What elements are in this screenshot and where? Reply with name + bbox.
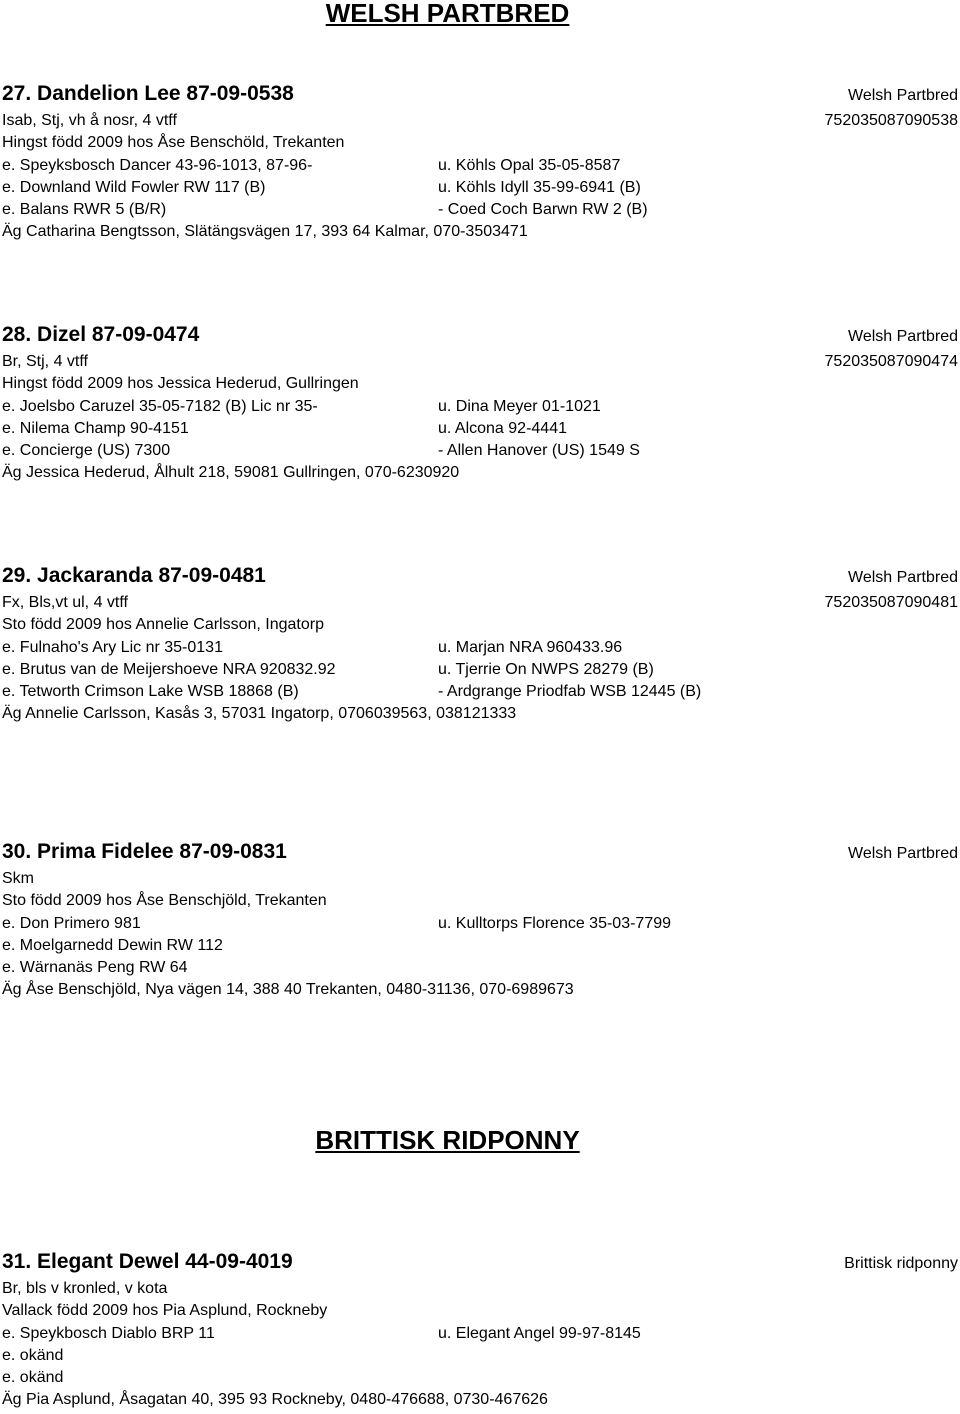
entry-31	[0, 1250, 960, 1414]
section-title-welsh-partbred: WELSH PARTBRED	[325, 0, 570, 28]
entry-description: Br, Stj, 4 vtff	[2, 353, 88, 370]
entry-breed: Brittisk ridponny	[844, 1255, 958, 1272]
entry-28	[0, 323, 960, 487]
pedigree-dam-sire: e. Concierge (US) 7300	[2, 442, 171, 460]
entry-breed: Welsh Partbred	[848, 569, 958, 586]
entry-description: Br, bls v kronled, v kota	[2, 1280, 168, 1297]
pedigree-dam: u. Marjan NRA 960433.96	[438, 638, 623, 656]
pedigree-sire: e. Speykbosch Diablo BRP 11	[2, 1324, 215, 1342]
pedigree-dam-dam-sire: - Allen Hanover (US) 1549 S	[438, 442, 640, 460]
entry-name: 29. Jackaranda 87-09-0481	[2, 564, 266, 587]
entry-29	[0, 564, 960, 728]
pedigree-dam: u. Köhls Opal 35-05-8587	[438, 156, 621, 174]
entry-owner: Äg Åse Benschjöld, Nya vägen 14, 388 40 Trekanten, 0480-31136, 070-6989673	[2, 981, 574, 999]
pedigree-sire-sire: e. Moelgarnedd Dewin RW 112	[2, 936, 223, 954]
entry-id-number: 752035087090538	[824, 112, 958, 129]
entry-name: 27. Dandelion Lee 87-09-0538	[2, 82, 294, 105]
entry-owner: Äg Catharina Bengtsson, Slätängsvägen 17, 393 64 Kalmar, 070-3503471	[2, 223, 528, 241]
pedigree-dam-dam-sire: - Coed Coch Barwn RW 2 (B)	[438, 201, 648, 219]
pedigree-dam-sire: e. Balans RWR 5 (B/R)	[2, 201, 167, 219]
entry-id-number: 752035087090474	[824, 353, 958, 370]
pedigree-dam-dam: u. Köhls Idyll 35-99-6941 (B)	[438, 178, 641, 196]
pedigree-dam: u. Elegant Angel 99-97-8145	[438, 1324, 641, 1342]
pedigree-sire-sire: e. Nilema Champ 90-4151	[2, 419, 189, 437]
section-title-brittisk-ridponny: BRITTISK RIDPONNY	[315, 1125, 580, 1155]
entry-description: Skm	[2, 870, 34, 887]
pedigree-dam-dam: u. Alcona 92-4441	[438, 419, 567, 437]
pedigree-sire-sire: e. Brutus van de Meijershoeve NRA 920832.92	[2, 660, 336, 678]
entry-description: Isab, Stj, vh å nosr, 4 vtff	[2, 112, 177, 129]
entry-name: 28. Dizel 87-09-0474	[2, 323, 200, 346]
entry-breeder: Hingst född 2009 hos Åse Benschöld, Trekanten	[2, 134, 345, 152]
pedigree-dam-sire: e. Tetworth Crimson Lake WSB 18868 (B)	[2, 683, 299, 701]
entry-name: 31. Elegant Dewel 44-09-4019	[2, 1250, 293, 1273]
entry-breeder: Sto född 2009 hos Åse Benschjöld, Trekanten	[2, 892, 327, 910]
entry-breed: Welsh Partbred	[848, 845, 958, 862]
entry-owner: Äg Pia Asplund, Åsagatan 40, 395 93 Rockneby, 0480-476688, 0730-467626	[2, 1391, 548, 1409]
pedigree-sire: e. Speyksbosch Dancer 43-96-1013, 87-96-	[2, 156, 313, 174]
entry-27	[0, 82, 960, 246]
pedigree-dam: u. Kulltorps Florence 35-03-7799	[438, 914, 672, 932]
entry-breeder: Vallack född 2009 hos Pia Asplund, Rockneby	[2, 1302, 328, 1320]
pedigree-dam: u. Dina Meyer 01-1021	[438, 397, 601, 415]
pedigree-dam-sire: e. Wärnanäs Peng RW 64	[2, 959, 188, 977]
pedigree-dam-dam-sire: - Ardgrange Priodfab WSB 12445 (B)	[438, 683, 702, 701]
pedigree-sire: e. Joelsbo Caruzel 35-05-7182 (B) Lic nr 35-	[2, 397, 318, 415]
entry-breeder: Sto född 2009 hos Annelie Carlsson, Ingatorp	[2, 616, 324, 634]
entry-id-number: 752035087090481	[824, 594, 958, 611]
entry-owner: Äg Jessica Hederud, Ålhult 218, 59081 Gullringen, 070-6230920	[2, 464, 460, 482]
pedigree-sire-sire: e. okänd	[2, 1346, 64, 1364]
entry-description: Fx, Bls,vt ul, 4 vtff	[2, 594, 128, 611]
pedigree-dam-sire: e. okänd	[2, 1369, 64, 1387]
pedigree-dam-dam: u. Tjerrie On NWPS 28279 (B)	[438, 660, 654, 678]
pedigree-sire-sire: e. Downland Wild Fowler RW 117 (B)	[2, 178, 266, 196]
entry-name: 30. Prima Fidelee 87-09-0831	[2, 840, 287, 863]
entry-breed: Welsh Partbred	[848, 87, 958, 104]
pedigree-sire: e. Don Primero 981	[2, 914, 141, 932]
entry-30	[0, 840, 960, 1004]
pedigree-sire: e. Fulnaho's Ary Lic nr 35-0131	[2, 638, 223, 656]
entry-breed: Welsh Partbred	[848, 328, 958, 345]
entry-owner: Äg Annelie Carlsson, Kasås 3, 57031 Ingatorp, 0706039563, 038121333	[2, 705, 517, 723]
entry-breeder: Hingst född 2009 hos Jessica Hederud, Gullringen	[2, 375, 359, 393]
